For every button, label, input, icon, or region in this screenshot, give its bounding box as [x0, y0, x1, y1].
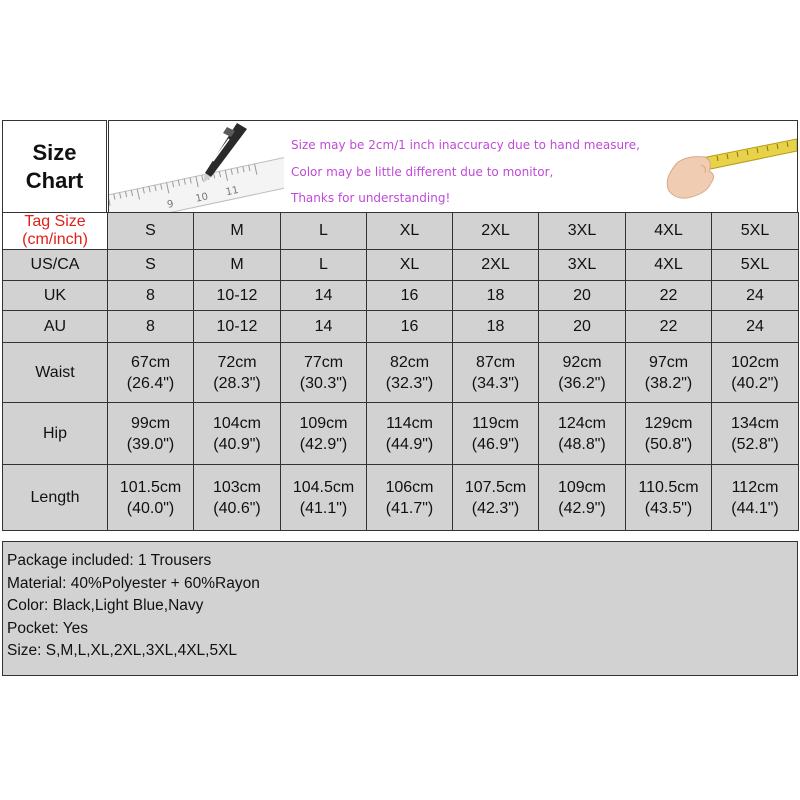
inch-value: (38.2"): [644, 374, 693, 392]
tag-size-cell: 4XL: [626, 213, 712, 250]
detail-pocket: Pocket: Yes: [7, 619, 89, 637]
inch-value: (30.3"): [299, 374, 348, 392]
product-details: [2, 541, 798, 676]
pen-ruler-illustration: [109, 121, 284, 212]
table-cell: XL: [367, 250, 453, 281]
table-cell: 10-12: [194, 311, 281, 343]
measure-cell: [712, 343, 799, 403]
inch-value: (40.2"): [731, 374, 779, 392]
cm-value: 99cm: [130, 414, 171, 432]
measure-cell: [108, 403, 194, 465]
row-label: Length: [3, 465, 108, 531]
measure-cell: [194, 465, 281, 531]
inch-value: (42.3"): [471, 499, 520, 517]
cm-value: 109cm: [299, 414, 348, 432]
row-label: Waist: [3, 343, 108, 403]
note-color: Color may be little different due to monitor,: [291, 165, 554, 179]
measure-cell: [539, 403, 626, 465]
size-chart-title: [2, 120, 107, 213]
measure-cell: [626, 403, 712, 465]
row-label: AU: [3, 311, 108, 343]
table-cell: 20: [539, 311, 626, 343]
size-table: [2, 212, 799, 531]
table-cell: 4XL: [626, 250, 712, 281]
cm-value: 67cm: [130, 353, 171, 371]
table-cell: 18: [453, 311, 539, 343]
inch-value: (28.3"): [213, 374, 261, 392]
cm-value: 134cm: [730, 414, 780, 432]
cm-value: 104.5cm: [292, 478, 355, 496]
tag-size-cell: XL: [367, 213, 453, 250]
inch-value: (48.8"): [558, 435, 606, 453]
uk-row: [3, 281, 799, 311]
detail-size: Size: S,M,L,XL,2XL,3XL,4XL,5XL: [7, 642, 238, 659]
table-cell: 8: [108, 281, 194, 311]
hip-row: [3, 403, 799, 465]
table-cell: 3XL: [539, 250, 626, 281]
measure-cell: [712, 465, 799, 531]
note-thanks: Thanks for understanding!: [291, 191, 451, 205]
tag-size-cell: 3XL: [539, 213, 626, 250]
cm-value: 124cm: [557, 414, 607, 432]
au-row: [3, 311, 799, 343]
detail-material: Material: 40%Polyester + 60%Rayon: [7, 574, 260, 592]
measure-cell: [539, 465, 626, 531]
table-cell: 8: [108, 311, 194, 343]
table-cell: 24: [712, 311, 799, 343]
inch-value: (36.2"): [558, 374, 606, 392]
measure-cell: [281, 465, 367, 531]
row-label: Hip: [3, 403, 108, 465]
cm-value: 104cm: [212, 414, 262, 432]
measure-cell: [626, 465, 712, 531]
ruler-number-11: 11: [224, 184, 240, 199]
note-inaccuracy: Size may be 2cm/1 inch inaccuracy due to hand measure,: [291, 138, 640, 152]
title-line-2: Chart: [25, 167, 84, 193]
tag-size-cell: M: [194, 213, 281, 250]
inch-value: (40.0"): [126, 499, 175, 517]
cm-value: 87cm: [475, 353, 516, 371]
table-cell: 24: [712, 281, 799, 311]
cm-value: 112cm: [731, 478, 779, 496]
detail-color: Color: Black,Light Blue,Navy: [7, 597, 204, 614]
tag-size-cell: L: [281, 213, 367, 250]
inch-value: (44.1"): [731, 499, 779, 517]
inch-value: (34.3"): [471, 374, 520, 392]
measure-cell: [453, 343, 539, 403]
cm-value: 92cm: [562, 353, 602, 371]
cm-value: 72cm: [217, 353, 257, 371]
table-cell: 22: [626, 311, 712, 343]
measurement-notice-banner: [108, 120, 798, 213]
inch-value: (41.1"): [299, 499, 348, 517]
tag-size-cell: 5XL: [712, 213, 799, 250]
table-cell: 22: [626, 281, 712, 311]
cm-value: 107.5cm: [464, 478, 527, 496]
detail-package: Package included: 1 Trousers: [7, 552, 212, 569]
row-label: UK: [3, 281, 108, 311]
table-cell: 16: [367, 281, 453, 311]
cm-value: 110.5cm: [638, 478, 699, 496]
tape-measure-hand-illustration: [647, 121, 797, 212]
inch-value: (41.7"): [385, 499, 434, 517]
table-cell: M: [194, 250, 281, 281]
cm-value: 119cm: [472, 414, 519, 432]
table-cell: 10-12: [194, 281, 281, 311]
cm-value: 77cm: [303, 353, 344, 371]
tag-size-cell: 2XL: [453, 213, 539, 250]
inch-value: (44.9"): [385, 435, 434, 453]
length-row: [3, 465, 799, 531]
measure-cell: [194, 403, 281, 465]
title-line-1: Size: [32, 139, 77, 165]
table-cell: 2XL: [453, 250, 539, 281]
ruler-number-9: 9: [166, 198, 175, 211]
inch-value: (43.5"): [644, 499, 693, 517]
inch-value: (26.4"): [126, 374, 175, 392]
tag-size-label: [3, 213, 108, 250]
measure-cell: [712, 403, 799, 465]
tag-size-label-line1: Tag Size: [24, 213, 86, 230]
cm-value: 114cm: [386, 414, 433, 432]
inch-value: (42.9"): [299, 435, 348, 453]
measure-cell: [108, 343, 194, 403]
hand-icon: [667, 157, 713, 199]
table-cell: 5XL: [712, 250, 799, 281]
inch-value: (39.0"): [126, 435, 175, 453]
measure-cell: [626, 343, 712, 403]
cm-value: 103cm: [212, 478, 262, 496]
cm-value: 129cm: [644, 414, 693, 432]
inch-value: (42.9"): [558, 499, 606, 517]
tag-size-row: [3, 213, 799, 250]
cm-value: 102cm: [730, 353, 780, 371]
table-cell: 14: [281, 311, 367, 343]
measure-cell: [453, 465, 539, 531]
tag-size-label-line2: (cm/inch): [22, 231, 88, 248]
measure-cell: [194, 343, 281, 403]
table-cell: 16: [367, 311, 453, 343]
table-cell: 18: [453, 281, 539, 311]
inch-value: (40.6"): [213, 499, 261, 517]
measure-cell: [281, 343, 367, 403]
measure-cell: [367, 465, 453, 531]
table-cell: 20: [539, 281, 626, 311]
measure-cell: [367, 343, 453, 403]
inch-value: (50.8"): [644, 435, 693, 453]
cm-value: 82cm: [389, 353, 430, 371]
cm-value: 106cm: [385, 478, 434, 496]
table-cell: L: [281, 250, 367, 281]
ruler-number-10: 10: [194, 191, 210, 205]
measure-cell: [108, 465, 194, 531]
inch-value: (32.3"): [385, 374, 434, 392]
tag-size-cell: S: [108, 213, 194, 250]
measure-cell: [281, 403, 367, 465]
table-cell: 14: [281, 281, 367, 311]
measure-cell: [539, 343, 626, 403]
row-label: US/CA: [3, 250, 108, 281]
cm-value: 101.5cm: [119, 478, 182, 496]
inch-value: (40.9"): [213, 435, 261, 453]
cm-value: 109cm: [557, 478, 607, 496]
cm-value: 97cm: [648, 353, 689, 371]
table-cell: S: [108, 250, 194, 281]
inch-value: (46.9"): [471, 435, 520, 453]
waist-row: [3, 343, 799, 403]
measure-cell: [453, 403, 539, 465]
us-ca-row: [3, 250, 799, 281]
measure-cell: [367, 403, 453, 465]
inch-value: (52.8"): [731, 435, 779, 453]
